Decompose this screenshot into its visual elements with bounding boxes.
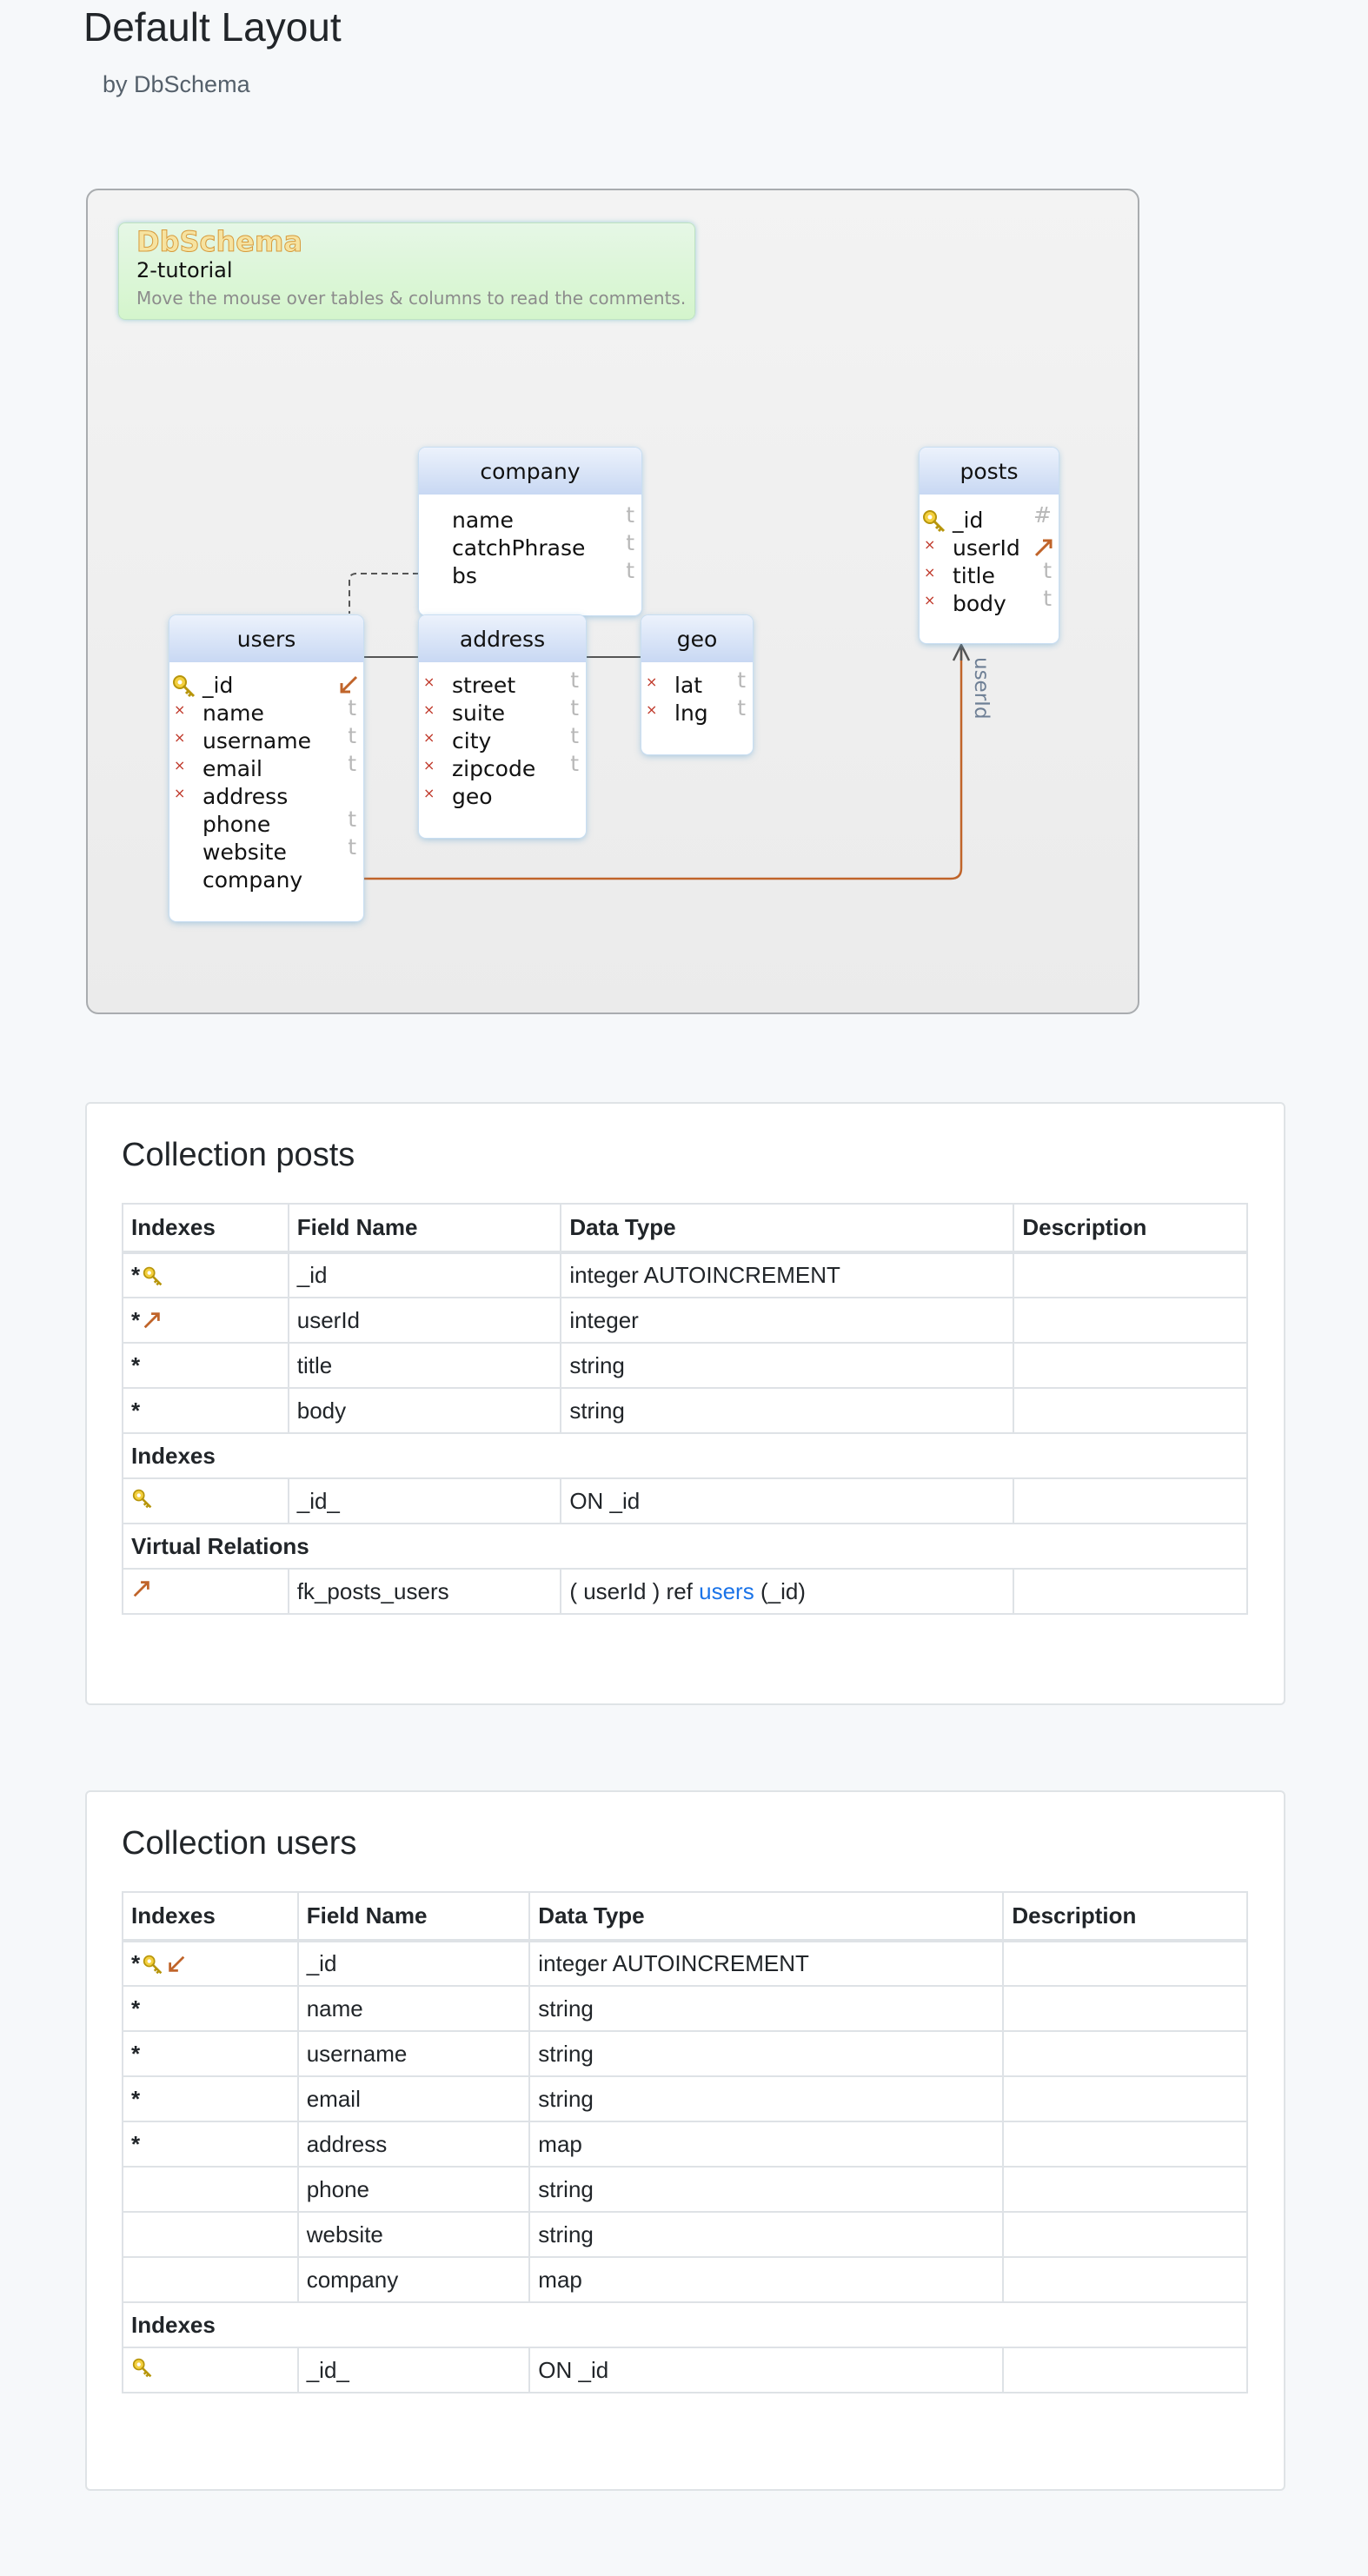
- type-text-icon: t: [737, 695, 746, 720]
- table-row: [123, 2121, 1247, 2167]
- collection-users-title: Collection users: [122, 1825, 357, 1862]
- description: [1003, 2076, 1247, 2121]
- index-name: _id_: [289, 1478, 561, 1524]
- required-mark-icon: ×: [423, 729, 435, 746]
- header-field-name: Field Name: [289, 1204, 561, 1252]
- data-type: string: [529, 2167, 1003, 2212]
- data-type: string: [561, 1343, 1013, 1388]
- description: [1003, 2212, 1247, 2257]
- required-mark-icon: ×: [423, 785, 435, 801]
- data-type: string: [529, 2076, 1003, 2121]
- primary-key-icon: [171, 674, 197, 698]
- section-row-indexes: [123, 1433, 1247, 1478]
- index-name: _id_: [298, 2347, 530, 2393]
- field-name: username: [298, 2031, 530, 2076]
- data-type: string: [529, 2031, 1003, 2076]
- column-users-address[interactable]: × address: [169, 783, 363, 811]
- collection-users-table: [122, 1891, 1248, 2393]
- foreign-key-icon: [142, 1310, 163, 1331]
- field-name: company: [298, 2257, 530, 2302]
- required-mark: *: [131, 1306, 141, 1333]
- foreign-key-icon: [131, 1578, 152, 1599]
- header-data-type: Data Type: [561, 1204, 1013, 1252]
- required-mark: *: [131, 1950, 141, 1976]
- column-address-city[interactable]: × city t: [423, 723, 579, 754]
- diagram-note[interactable]: [118, 222, 695, 320]
- required-mark-icon: ×: [924, 564, 936, 581]
- data-type: integer AUTOINCREMENT: [561, 1252, 1013, 1298]
- required-mark: *: [131, 1397, 141, 1424]
- section-label: Virtual Relations: [123, 1524, 1247, 1569]
- table-row: [123, 2257, 1247, 2302]
- required-mark: *: [131, 1995, 141, 2022]
- field-name: phone: [298, 2167, 530, 2212]
- type-number-icon: #: [1033, 502, 1052, 528]
- required-mark: *: [131, 1262, 141, 1288]
- table-posts-header[interactable]: posts: [920, 448, 1059, 495]
- field-name: email: [298, 2076, 530, 2121]
- header-indexes: Indexes: [123, 1204, 289, 1252]
- type-text-icon: t: [1043, 586, 1052, 611]
- column-geo-lat[interactable]: × lat t: [646, 667, 746, 698]
- foreign-key-icon: [1033, 536, 1055, 559]
- collection-users-card: [85, 1790, 1285, 2491]
- field-name: name: [298, 1986, 530, 2031]
- description: [1013, 1298, 1247, 1343]
- table-row: [123, 2167, 1247, 2212]
- header-indexes: Indexes: [123, 1892, 298, 1941]
- table-row: [123, 1986, 1247, 2031]
- header-description: Description: [1013, 1204, 1247, 1252]
- type-text-icon: t: [348, 695, 356, 720]
- referenced-key-icon: [337, 674, 360, 696]
- field-name: address: [298, 2121, 530, 2167]
- column-address-suite[interactable]: × suite t: [423, 695, 579, 726]
- type-text-icon: t: [570, 667, 579, 693]
- table-address[interactable]: [419, 615, 586, 838]
- column-posts-title[interactable]: × title t: [924, 558, 1052, 588]
- index-on: ON _id: [561, 1478, 1013, 1524]
- table-header-row: [123, 1204, 1247, 1252]
- collection-posts-title: Collection posts: [122, 1137, 355, 1173]
- description: [1003, 2257, 1247, 2302]
- column-company-bs[interactable]: bs t: [452, 558, 634, 588]
- index-row: [123, 2347, 1247, 2393]
- required-mark-icon: ×: [924, 536, 936, 553]
- column-users-email[interactable]: × email t: [174, 751, 356, 781]
- column-posts-userid[interactable]: × userId: [920, 534, 1059, 562]
- required-mark-icon: ×: [174, 701, 186, 718]
- relation-name: fk_posts_users: [289, 1569, 561, 1614]
- company-users-line: [349, 574, 419, 614]
- column-users-id[interactable]: _id: [169, 672, 363, 700]
- section-label: Indexes: [123, 1433, 1247, 1478]
- required-mark-icon: ×: [174, 757, 186, 773]
- column-company-name[interactable]: name t: [452, 502, 634, 533]
- field-name: _id: [289, 1252, 561, 1298]
- data-type: integer AUTOINCREMENT: [529, 1941, 1003, 1986]
- description: [1013, 1343, 1247, 1388]
- table-posts[interactable]: [920, 448, 1059, 643]
- data-type: string: [529, 2212, 1003, 2257]
- note-text: Move the mouse over tables & columns to read the comments.: [136, 288, 687, 309]
- table-row: [123, 1941, 1247, 1986]
- required-mark: *: [131, 1351, 141, 1378]
- relation-row: [123, 1569, 1247, 1614]
- type-text-icon: t: [626, 530, 634, 555]
- table-company[interactable]: [419, 448, 641, 615]
- table-users-header[interactable]: users: [169, 615, 363, 662]
- type-text-icon: t: [348, 807, 356, 832]
- index-row: [123, 1478, 1247, 1524]
- field-name: title: [289, 1343, 561, 1388]
- data-type: map: [529, 2257, 1003, 2302]
- column-users-username[interactable]: × username t: [174, 723, 356, 754]
- table-header-row: [123, 1892, 1247, 1941]
- column-users-phone[interactable]: phone t: [203, 807, 356, 837]
- column-posts-body[interactable]: × body t: [924, 586, 1052, 616]
- column-address-street[interactable]: × street t: [423, 667, 579, 698]
- section-row-indexes: [123, 2302, 1247, 2347]
- relation-definition: ( userId ) ref users (_id): [561, 1569, 1013, 1614]
- collection-posts-card: [85, 1102, 1285, 1705]
- data-type: string: [529, 1986, 1003, 2031]
- required-mark-icon: ×: [174, 785, 186, 801]
- data-type: string: [561, 1388, 1013, 1433]
- type-text-icon: t: [570, 751, 579, 776]
- header-field-name: Field Name: [298, 1892, 530, 1941]
- table-row: [123, 2076, 1247, 2121]
- field-name: body: [289, 1388, 561, 1433]
- type-text-icon: t: [737, 667, 746, 693]
- field-name: userId: [289, 1298, 561, 1343]
- table-row: [123, 1252, 1247, 1298]
- required-mark-icon: ×: [174, 729, 186, 746]
- primary-key-icon: [921, 508, 947, 533]
- primary-key-icon: [131, 1488, 154, 1509]
- primary-key-icon: [131, 2357, 154, 2378]
- column-address-geo[interactable]: × geo: [419, 783, 586, 811]
- relation-label: userId: [970, 657, 993, 720]
- description: [1003, 2121, 1247, 2167]
- column-posts-id[interactable]: _id #: [920, 507, 1059, 534]
- description: [1013, 1252, 1247, 1298]
- required-mark-icon: ×: [423, 674, 435, 690]
- required-mark-icon: ×: [423, 757, 435, 773]
- column-company-catchphrase[interactable]: catchPhrase t: [452, 530, 634, 561]
- primary-key-icon: [142, 1954, 164, 1975]
- table-geo-header[interactable]: geo: [641, 615, 753, 662]
- page-title: Default Layout: [83, 4, 342, 50]
- required-mark: *: [131, 2040, 141, 2067]
- page-subtitle: by DbSchema: [103, 71, 250, 97]
- column-users-name[interactable]: × name t: [174, 695, 356, 726]
- type-text-icon: t: [348, 723, 356, 748]
- table-row: [123, 2212, 1247, 2257]
- table-geo[interactable]: [641, 615, 753, 754]
- section-row-relations: [123, 1524, 1247, 1569]
- required-mark-icon: ×: [646, 701, 658, 718]
- table-row: [123, 1298, 1247, 1343]
- description: [1003, 2167, 1247, 2212]
- type-text-icon: t: [570, 723, 579, 748]
- description: [1003, 1986, 1247, 2031]
- collection-posts-table: [122, 1203, 1248, 1615]
- note-title: 2-tutorial: [136, 258, 233, 282]
- data-type: map: [529, 2121, 1003, 2167]
- type-text-icon: t: [348, 751, 356, 776]
- description: [1003, 1941, 1247, 1986]
- referenced-key-icon: [166, 1954, 187, 1975]
- description: [1003, 2031, 1247, 2076]
- description: [1013, 1478, 1247, 1524]
- column-users-company[interactable]: company: [203, 867, 303, 893]
- description: [1003, 2347, 1247, 2393]
- column-address-zipcode[interactable]: × zipcode t: [423, 751, 579, 781]
- column-geo-lng[interactable]: × lng t: [646, 695, 746, 726]
- type-text-icon: t: [626, 558, 634, 583]
- type-text-icon: t: [1043, 558, 1052, 583]
- header-data-type: Data Type: [529, 1892, 1003, 1941]
- note-brand: DbSchema: [136, 225, 302, 258]
- header-description: Description: [1003, 1892, 1247, 1941]
- field-name: _id: [298, 1941, 530, 1986]
- column-users-website[interactable]: website t: [203, 834, 356, 865]
- data-type: integer: [561, 1298, 1013, 1343]
- index-on: ON _id: [529, 2347, 1003, 2393]
- required-mark: *: [131, 2085, 141, 2112]
- section-label: Indexes: [123, 2302, 1247, 2347]
- crow-foot-icon: [953, 645, 969, 661]
- table-users[interactable]: [169, 615, 363, 921]
- users-link[interactable]: users: [699, 1577, 754, 1604]
- type-text-icon: t: [348, 834, 356, 860]
- table-row: [123, 2031, 1247, 2076]
- required-mark-icon: ×: [646, 674, 658, 690]
- primary-key-icon: [142, 1265, 164, 1286]
- type-text-icon: t: [570, 695, 579, 720]
- description: [1013, 1569, 1247, 1614]
- required-mark-icon: ×: [423, 701, 435, 718]
- field-name: website: [298, 2212, 530, 2257]
- type-text-icon: t: [626, 502, 634, 528]
- table-row: [123, 1388, 1247, 1433]
- required-mark-icon: ×: [924, 592, 936, 608]
- table-company-header[interactable]: company: [419, 448, 641, 495]
- table-row: [123, 1343, 1247, 1388]
- table-address-header[interactable]: address: [419, 615, 586, 662]
- description: [1013, 1388, 1247, 1433]
- required-mark: *: [131, 2130, 141, 2157]
